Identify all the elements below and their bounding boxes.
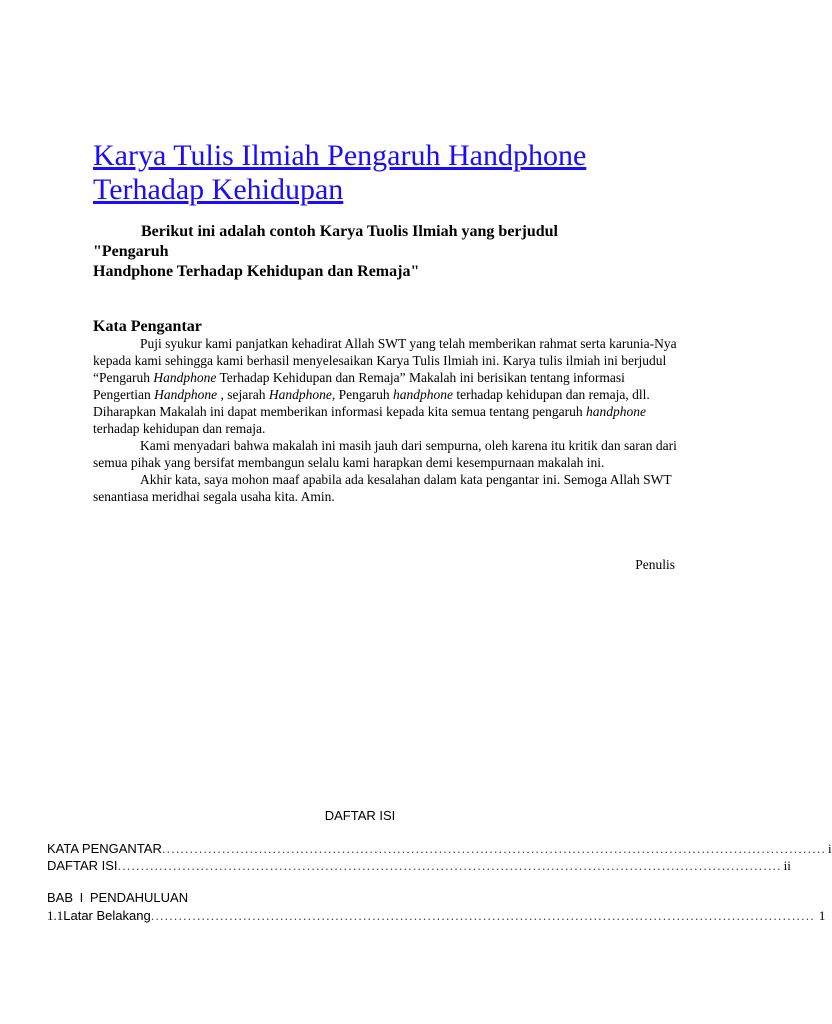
toc-page-number: 1: [818, 908, 826, 923]
toc-page-number: i: [827, 841, 832, 856]
toc-entry[interactable]: [47, 840, 832, 857]
paragraph-3: [93, 471, 683, 505]
p1-text-g: , Pengaruh: [331, 387, 393, 402]
title-line-2[interactable]: Terhadap Kehidupan: [93, 173, 344, 206]
document-subtitle: [93, 222, 693, 282]
p1-text-i: terhadap kehidupan dan remaja, dll. Diharapkan Makalah ini dapat memberikan informasi kepada kita semua tentang pengaruh: [93, 387, 650, 419]
kata-pengantar-heading: Kata Pengantar: [93, 318, 202, 335]
toc-leader-dots: ................................................................................................................................................: [150, 908, 815, 923]
p1-text-c: Terhadap Kehidupan dan Remaja” Makalah ini berisikan tentang informasi Pengertian: [93, 370, 625, 402]
p1-handphone-4: handphone: [392, 387, 453, 402]
subtitle-line-3: Handphone Terhadap Kehidupan dan Remaja": [93, 263, 420, 280]
subtitle-line-1: Berikut ini adalah contoh Karya Tuolis Ilmiah yang berjudul: [141, 223, 558, 240]
signature: Penulis: [635, 557, 675, 572]
p2-text: Kami menyadari bahwa makalah ini masih jauh dari sempurna, oleh karena itu kritik dan saran dari semua pihak yang bersifat membangun selalu kami harapkan demi kesempurnaan makalah ini.: [93, 438, 677, 470]
toc-bab-heading: BAB I PENDAHULUAN: [47, 890, 189, 905]
kata-pengantar-body: [93, 335, 683, 505]
p1-text-a: Puji syukur kami panjatkan kehadirat Allah SWT yang telah memberikan rahmat serta karunia-Nya kepada kami sehingga kami berhasil menyelesaikan Karya Tulis Ilmiah ini. Karya tulis ilmiah ini berjudul “Pengaruh: [93, 336, 677, 385]
toc-leader-dots: ................................................................................................................................................: [117, 858, 782, 873]
toc-sub-number: 1.1: [47, 908, 64, 923]
p3-text: Akhir kata, saya mohon maaf apabila ada kesalahan dalam kata pengantar ini. Semoga Allah SWT senantiasa meridhai segala usaha kita. Amin.: [93, 472, 672, 504]
toc-entry[interactable]: [47, 857, 791, 874]
toc-entry-label: KATA PENGANTAR: [47, 841, 162, 856]
document-title-link[interactable]: [93, 139, 693, 207]
title-line-1[interactable]: Karya Tulis Ilmiah Pengaruh Handphone: [93, 139, 587, 172]
toc-leader-dots: ................................................................................................................................................: [161, 841, 826, 856]
p1-handphone-5: handphone: [585, 404, 646, 419]
paragraph-2: [93, 437, 683, 471]
p1-text-e: , sejarah: [217, 387, 269, 402]
p1-text-k: terhadap kehidupan dan remaja.: [93, 421, 266, 436]
toc-sub-entry[interactable]: [47, 908, 826, 924]
paragraph-1: [93, 335, 683, 437]
toc-entry-label: DAFTAR ISI: [47, 858, 118, 873]
toc-heading: DAFTAR ISI: [324, 808, 396, 823]
p1-handphone-3: Handphone: [268, 387, 332, 402]
toc-sub-label: Latar Belakang: [63, 908, 151, 923]
p1-handphone-2: Handphone: [154, 387, 218, 402]
p1-handphone-1: Handphone: [153, 370, 217, 385]
toc-page-number: ii: [783, 858, 791, 873]
subtitle-line-2: "Pengaruh: [93, 243, 169, 260]
